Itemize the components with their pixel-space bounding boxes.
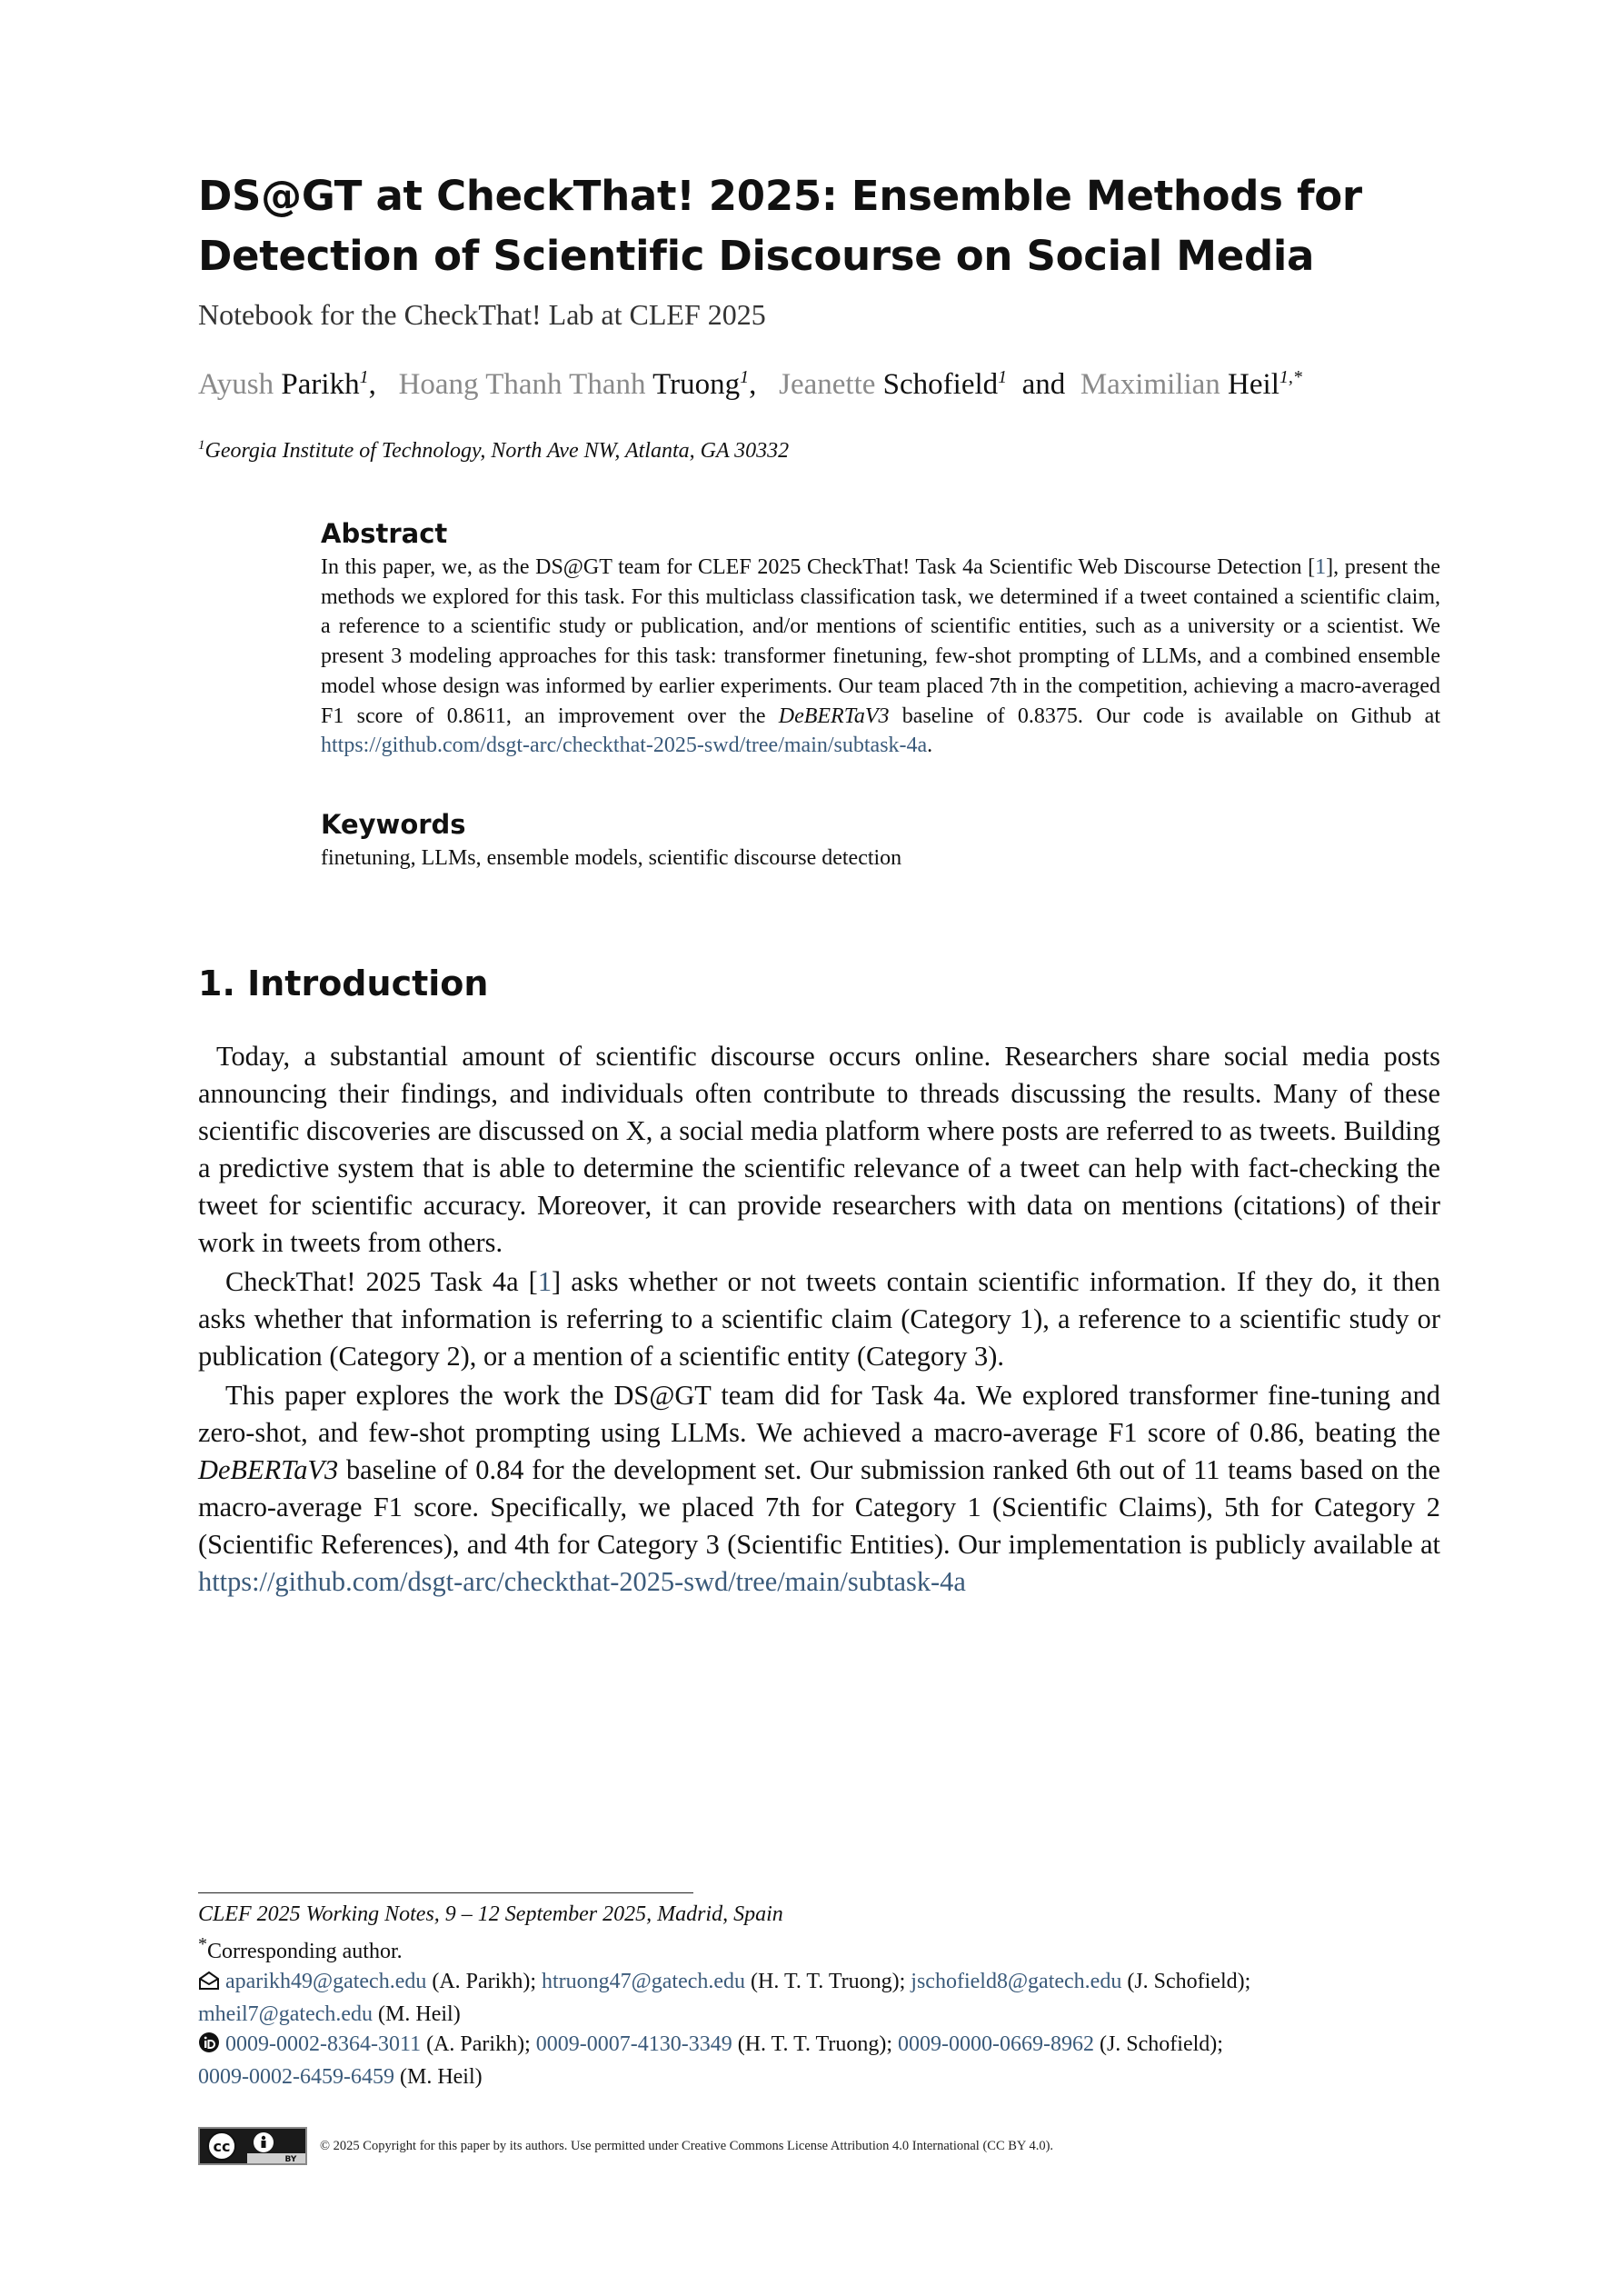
author-and: and [1021,368,1066,401]
license-text: © 2025 Copyright for this paper by its authors. Use permitted under Creative Commons License Attribution 4.0 International (CC BY 4.0). [320,2138,1054,2153]
author: Maximilian Heil$^{1,*}$ [1080,367,1302,401]
keywords-heading: Keywords [321,809,466,840]
keywords-section [321,809,1440,873]
orcid-line: 0009-0002-6459-6459 (M. Heil) [198,2065,483,2089]
paper-subtitle: Notebook for the CheckThat! Lab at CLEF 2025 [198,298,766,331]
introduction-body [198,1038,1440,1601]
cc-by-logo [198,2127,307,2165]
orcid-link[interactable]: 0009-0002-6459-6459 [198,2065,394,2089]
orcid-link[interactable]: 0009-0007-4130-3349 [535,2032,732,2056]
github-link[interactable]: https://github.com/dsgt-arc/checkthat-2025-swd/tree/main/subtask-4a [321,734,928,758]
affiliation: $^1$Georgia Institute of Technology, North Ave NW, Atlanta, GA 30332 [198,438,790,463]
paragraph: Today, a substantial amount of scientific discourse occurs online. Researchers share social media posts announcing their findings, and individuals often contribute to threads discussing the results. Many of these scientific discoveries are discussed on X, a social media platform where posts are referred to as tweets. Building a predictive system that is able to determine the scientific relevance of a tweet can help with fact-checking the tweet for scientific accuracy. Moreover, it can provide researchers with data on mentions (citations) of their work in tweets from others. [198,1041,1440,1258]
orcid-line: 0009-0002-8364-3011 (A. Parikh); 0009-0007-4130-3349 (H. T. T. Truong); 0009-0000-0669-8962 (J. Schofield); [198,2030,1440,2062]
venue-note: CLEF 2025 Working Notes, 9 – 12 September 2025, Madrid, Spain [198,1902,783,1926]
abstract-section [321,518,1440,761]
author: Ayush Parikh$^1$ [198,367,369,401]
title-line-2: Detection of Scientific Discourse on Social Media [198,232,1315,280]
github-link[interactable]: https://github.com/dsgt-arc/checkthat-2025-swd/tree/main/subtask-4a [198,1566,966,1597]
orcid-icon [198,2031,220,2062]
corresponding-note: *Corresponding author. [198,1934,403,1963]
svg-text:cc: cc [213,2138,231,2155]
section-heading-introduction: 1. Introduction [198,963,489,1003]
email-link[interactable]: jschofield8@gatech.edu [911,1970,1122,1993]
email-link[interactable]: mheil7@gatech.edu [198,2002,373,2026]
cc-by-logo-text: BY [284,2155,297,2163]
paragraph: This paper explores the work the DS@GT team did for Task 4a. We explored transformer fine-tuning and zero-shot, and few-shot prompting using LLMs. We achieved a macro-average F1 score of 0.86, beating the DeBERTaV3 baseline of 0.84 for the development set. Our submission ranked 6th out of 11 teams based on the macro-average F1 score. Specifically, we placed 7th for Category 1 (Scientific Claims), 5th for Category 2 (Scientific References), and 4th for Category 3 (Scientific Entities). Our implementation is publicly available at https://github.com/dsgt-arc/checkthat-2025-swd/tree/main/subtask-4a [198,1380,1440,1597]
author: Hoang Thanh Thanh Truong$^1$ [398,367,750,401]
paragraph: CheckThat! 2025 Task 4a [1] asks whether or not tweets contain scientific information. If they do, it then asks whether that information is referring to a scientific claim (Category 1), a reference to a scientific study or publication (Category 2), or a mention of a scientific entity (Category 3). [198,1266,1440,1372]
citation-link[interactable]: 1 [537,1266,553,1297]
email-link[interactable]: aparikh49@gatech.edu [225,1970,427,1993]
footnotes [198,1900,1440,2092]
email-line: aparikh49@gatech.edu (A. Parikh); htruong47@gatech.edu (H. T. T. Truong); jschofield8@gatech.edu (J. Schofield); [198,1967,1440,2000]
abstract-text: In this paper, we, as the DS@GT team for CLEF 2025 CheckThat! Task 4a Scientific Web Discourse Detection [1], present the methods we explored for this task. For this multiclass classification task, we determined if a tweet contained a scientific claim, a reference to a scientific study or publication, and/or mentions of scientific entities, such as a university or a scientist. We present 3 modeling approaches for this task: transformer finetuning, few-shot prompting of LLMs, and a combined ensemble model whose design was informed by earlier experiments. Our team placed 7th in the competition, achieving a macro-averaged F1 score of 0.8611, an improvement over the DeBERTaV3 baseline of 0.8375. Our code is available on Github at https://github.com/dsgt-arc/checkthat-2025-swd/tree/main/subtask-4a. [321,555,1440,758]
orcid-link[interactable]: 0009-0002-8364-3011 [225,2032,422,2056]
footnote-rule [198,1892,693,1893]
orcid-link[interactable]: 0009-0000-0669-8962 [897,2032,1094,2056]
title-line-1: DS@GT at CheckThat! 2025: Ensemble Methods for [198,172,1362,220]
email-line: mheil7@gatech.edu (M. Heil) [198,2002,461,2026]
envelope-icon [198,1970,220,2000]
author-list: Ayush Parikh$^1$, Hoang Thanh Thanh Truong$^1$, Jeanette Schofield$^1$ and Maximilian Heil$^{1,*}$ [198,367,1302,401]
paper-title [198,166,1452,286]
license-row [198,2128,1053,2164]
keywords-text: finetuning, LLMs, ensemble models, scientific discourse detection [321,846,902,870]
abstract-heading: Abstract [321,518,448,549]
citation-link[interactable]: 1 [1315,555,1327,579]
email-link[interactable]: htruong47@gatech.edu [542,1970,746,1993]
author: Jeanette Schofield$^1$ [779,367,1008,401]
